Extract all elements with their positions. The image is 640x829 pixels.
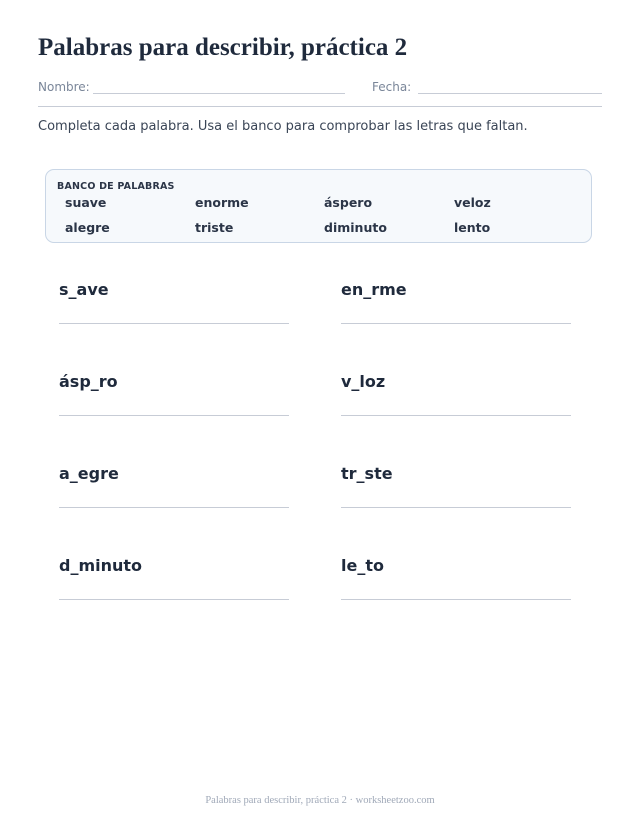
answer-line[interactable]	[341, 323, 571, 324]
answer-line[interactable]	[59, 323, 289, 324]
bank-word: veloz	[454, 195, 491, 210]
instructions: Completa cada palabra. Usa el banco para comprobar las letras que faltan.	[38, 119, 528, 134]
date-field-line[interactable]	[418, 93, 602, 94]
bank-word: áspero	[324, 195, 373, 210]
exercise-word: en_rme	[341, 280, 407, 299]
exercise-word: a_egre	[59, 464, 119, 483]
bank-word: suave	[65, 195, 107, 210]
exercise-word: d_minuto	[59, 556, 143, 575]
exercise-word: le_to	[341, 556, 384, 575]
exercise-word: ásp_ro	[59, 372, 118, 391]
name-date-row	[38, 80, 602, 98]
word-bank	[45, 169, 592, 243]
word-bank-label: BANCO DE PALABRAS	[57, 181, 175, 192]
answer-line[interactable]	[341, 507, 571, 508]
bank-word: enorme	[195, 195, 249, 210]
name-field-line[interactable]	[93, 93, 345, 94]
bank-word: triste	[195, 220, 234, 235]
answer-line[interactable]	[59, 507, 289, 508]
bank-word: alegre	[65, 220, 110, 235]
answer-line[interactable]	[59, 599, 289, 600]
exercise-word: tr_ste	[341, 464, 393, 483]
page-title: Palabras para describir, práctica 2	[38, 34, 408, 61]
exercise-word: v_loz	[341, 372, 386, 391]
name-label: Nombre:	[38, 80, 90, 94]
answer-line[interactable]	[341, 599, 571, 600]
bank-word: diminuto	[324, 220, 387, 235]
bank-word: lento	[454, 220, 491, 235]
page-footer: Palabras para describir, práctica 2 · worksheetzoo.com	[205, 795, 435, 806]
date-label: Fecha:	[372, 80, 412, 94]
answer-line[interactable]	[341, 415, 571, 416]
header-divider	[38, 106, 602, 107]
exercise-word: s_ave	[59, 280, 109, 299]
answer-line[interactable]	[59, 415, 289, 416]
